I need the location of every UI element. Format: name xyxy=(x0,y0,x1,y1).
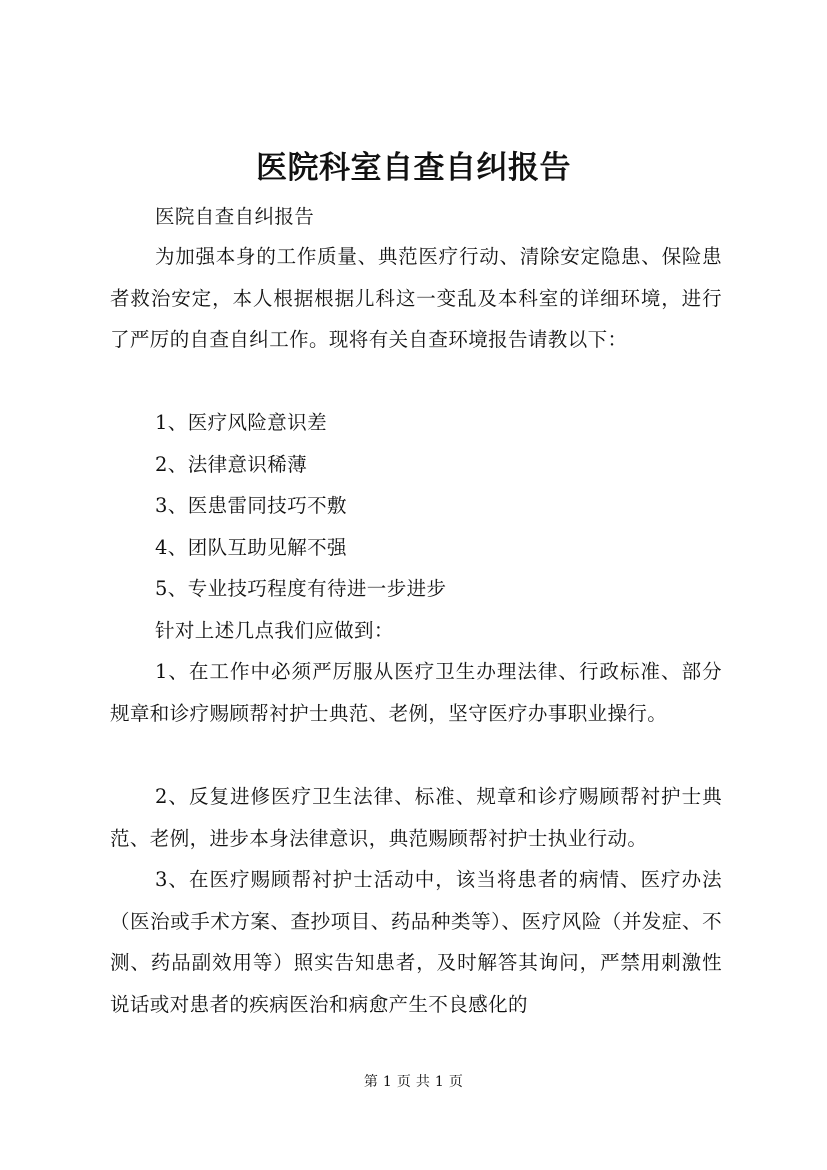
measure-item-1: 1、在工作中必须严厉服从医疗卫生办理法律、行政标准、部分规章和诊疗赐顾帮衬护士典范、老例，坚守医疗办事职业操行。 xyxy=(110,660,722,725)
document-title: 医院科室自查自纠报告 xyxy=(256,150,571,186)
intro-paragraph: 为加强本身的工作质量、典范医疗行动、清除安定隐患、保险患者救治安定，本人根据根据儿科这一变乱及本科室的详细环境，进行了严厉的自查自纠工作。现将有关自查环境报告请教以下： xyxy=(110,245,722,351)
measures-heading: 针对上述几点我们应做到： xyxy=(155,619,394,642)
problem-item-2: 2、法律意识稀薄 xyxy=(155,453,308,476)
problem-item-4: 4、团队互助见解不强 xyxy=(155,536,347,559)
document-subtitle: 医院自查自纠报告 xyxy=(155,205,315,228)
measure-item-3: 3、在医疗赐顾帮衬护士活动中，该当将患者的病情、医疗办法（医治或手术方案、查抄项目、药品种类等）、医疗风险（并发症、不测、药品副效用等）照实告知患者，及时解答其询问，严禁用刺激性说话或对患者的疾病医治和病愈产生不良感化的 xyxy=(110,868,722,1016)
page-number-footer: 第 1 页 共 1 页 xyxy=(363,1074,464,1090)
problem-item-1: 1、医疗风险意识差 xyxy=(155,411,328,434)
measure-item-2: 2、反复进修医疗卫生法律、标准、规章和诊疗赐顾帮衬护士典范、老例，进步本身法律意识，典范赐顾帮衬护士执业行动。 xyxy=(110,785,722,850)
problem-item-5: 5、专业技巧程度有待进一步进步 xyxy=(155,577,447,600)
problem-item-3: 3、医患雷同技巧不敷 xyxy=(155,494,347,517)
